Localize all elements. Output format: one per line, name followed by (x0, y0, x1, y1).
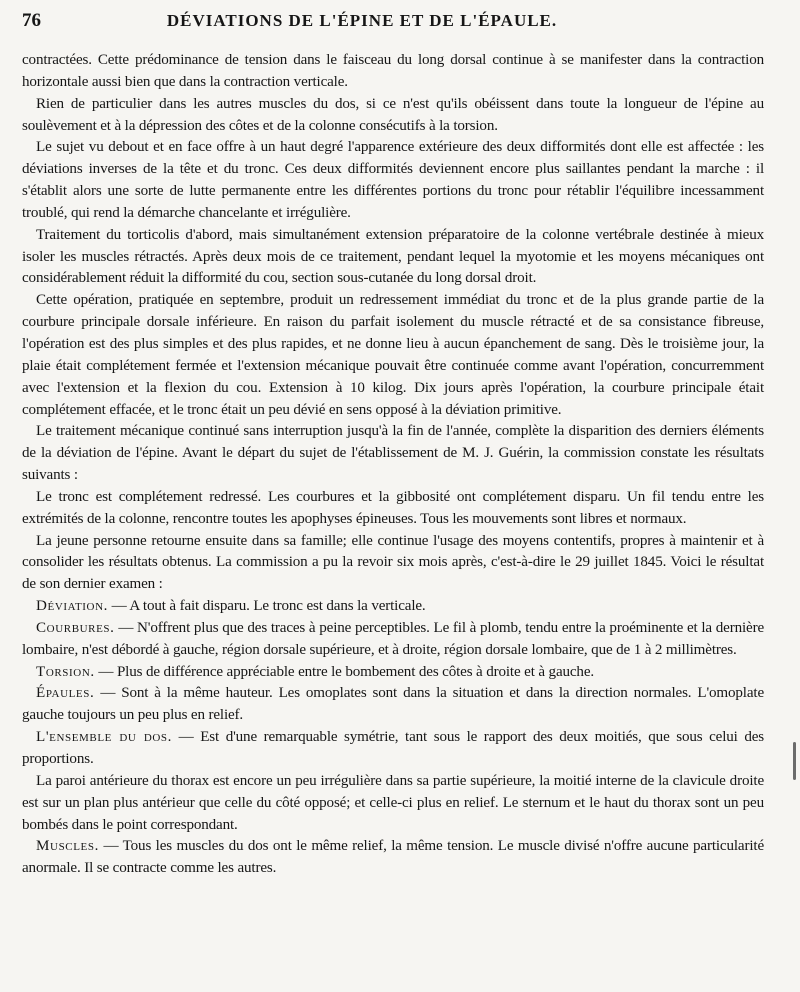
page-number: 76 (22, 10, 41, 31)
page-header (22, 10, 764, 50)
paragraph: Cette opération, pratiquée en septembre, produit un redressement immédiat du tronc et de la plus grande partie de la courbure principale dorsale inférieure. En raison du parfait isolement du muscle rétracté et de sa consistance fibreuse, l'opération est des plus simples et des plus rapides, et ne donne lieu à aucun épanchement de sang. Dès le troisième jour, la plaie était complétement fermée et l'extension mécanique pouvait être continuée comme avant l'opération, concurremment avec l'extension et la flexion du cou. Extension à 10 kilog. Dix jours après l'opération, la courbure principale était complétement effacée, et le tronc était un peu dévié en sens opposé à la déviation primitive. (22, 292, 764, 418)
running-head: DÉVIATIONS DE L'ÉPINE ET DE L'ÉPAULE. (166, 11, 558, 30)
paragraph: contractées. Cette prédominance de tension dans le faisceau du long dorsal continue à se manifester dans la contraction horizontale aussi bien que dans la contraction verticale. (22, 52, 764, 90)
paragraph: La jeune personne retourne ensuite dans sa famille; elle continue l'usage des moyens contentifs, propres à maintenir et à consolider les résultats obtenus. La commission a pu la revoir six mois après, c'est-à-dire le 29 juillet 1845. Voici le résultat de son dernier examen : (22, 532, 764, 593)
paragraph: La paroi antérieure du thorax est encore un peu irrégulière dans sa partie supérieure, la moitié interne de la clavicule droite est sur un plan plus antérieur que celle du côté opposé; et celle-ci plus en relief. Le sternum et le haut du thorax sont un peu bombés dans le point correspondant. (22, 772, 764, 833)
section-lead: Déviation. (36, 598, 108, 615)
section-lead: Torsion. (36, 663, 95, 680)
paragraph-epaules: Épaules. — Sont à la même hauteur. Les omoplates sont dans la situation et dans la direction normales. L'omoplate gauche toujours un peu plus en relief. (22, 685, 764, 724)
paragraph: Le sujet vu debout et en face offre à un haut degré l'apparence extérieure des deux difformités dont elle est affectée : les déviations inverses de la tête et du tronc. Ces deux difformités deviennent encore plus saillantes pendant la marche : il s'établit alors une sorte de lutte permanente entre les différentes portions du tronc pour rétablir l'équilibre incessamment troublé, qui rend la démarche chancelante et irrégulière. (22, 139, 764, 221)
section-lead: Épaules. (36, 685, 95, 702)
paragraph-muscles: Muscles. — Tous les muscles du dos ont le même relief, la même tension. Le muscle divisé n'offre aucune particularité anormale. Il se contracte comme les autres. (22, 838, 764, 877)
paragraph-deviation: Déviation. — A tout à fait disparu. Le tronc est dans la verticale. (36, 598, 426, 615)
paragraph: Rien de particulier dans les autres muscles du dos, si ce n'est qu'ils obéissent dans toute la longueur de l'épine au soulèvement et à la dépression des côtes et de la colonne consécutifs à la torsion. (22, 95, 764, 134)
section-lead: Muscles. (36, 838, 99, 855)
section-lead: L'ensemble du dos. (36, 729, 173, 746)
paragraph-courbures: Courbures. — N'offrent plus que des traces à peine perceptibles. Le fil à plomb, tendu entre la proéminente et la dernière lombaire, n'est débordé à gauche, région dorsale supérieure, et à droite, région dorsale lombaire, que de 1 à 2 millimètres. (22, 619, 764, 658)
paragraph: Traitement du torticolis d'abord, mais simultanément extension préparatoire de la colonne vertébrale destinée à mieux isoler les muscles rétractés. Après deux mois de ce traitement, pendant lequel la myotomie et les moyens mécaniques ont considérablement réduit la difformité du cou, section sous-cutanée du long dorsal droit. (22, 226, 764, 287)
paragraph: Le tronc est complétement redressé. Les courbures et la gibbosité ont complétement disparu. Un fil tendu entre les extrémités de la colonne, rencontre toutes les apophyses épineuses. Tous les mouvements sont libres et normaux. (22, 488, 764, 527)
body-text (22, 50, 764, 880)
page-edge-mark (793, 742, 796, 780)
paragraph: Le traitement mécanique continué sans interruption jusqu'à la fin de l'année, complète la disparition des derniers éléments de la déviation de l'épine. Avant le départ du sujet de l'établissement de M. J. Guérin, la commission constate les résultats suivants : (22, 423, 764, 484)
paragraph-torsion: Torsion. — Plus de différence appréciable entre le bombement des côtes à droite et à gauche. (36, 663, 595, 680)
paragraph-ensemble: L'ensemble du dos. — Est d'une remarquable symétrie, tant sous le rapport des deux moitiés, que sous celui des proportions. (22, 729, 765, 767)
section-lead: Courbures. (36, 619, 115, 636)
